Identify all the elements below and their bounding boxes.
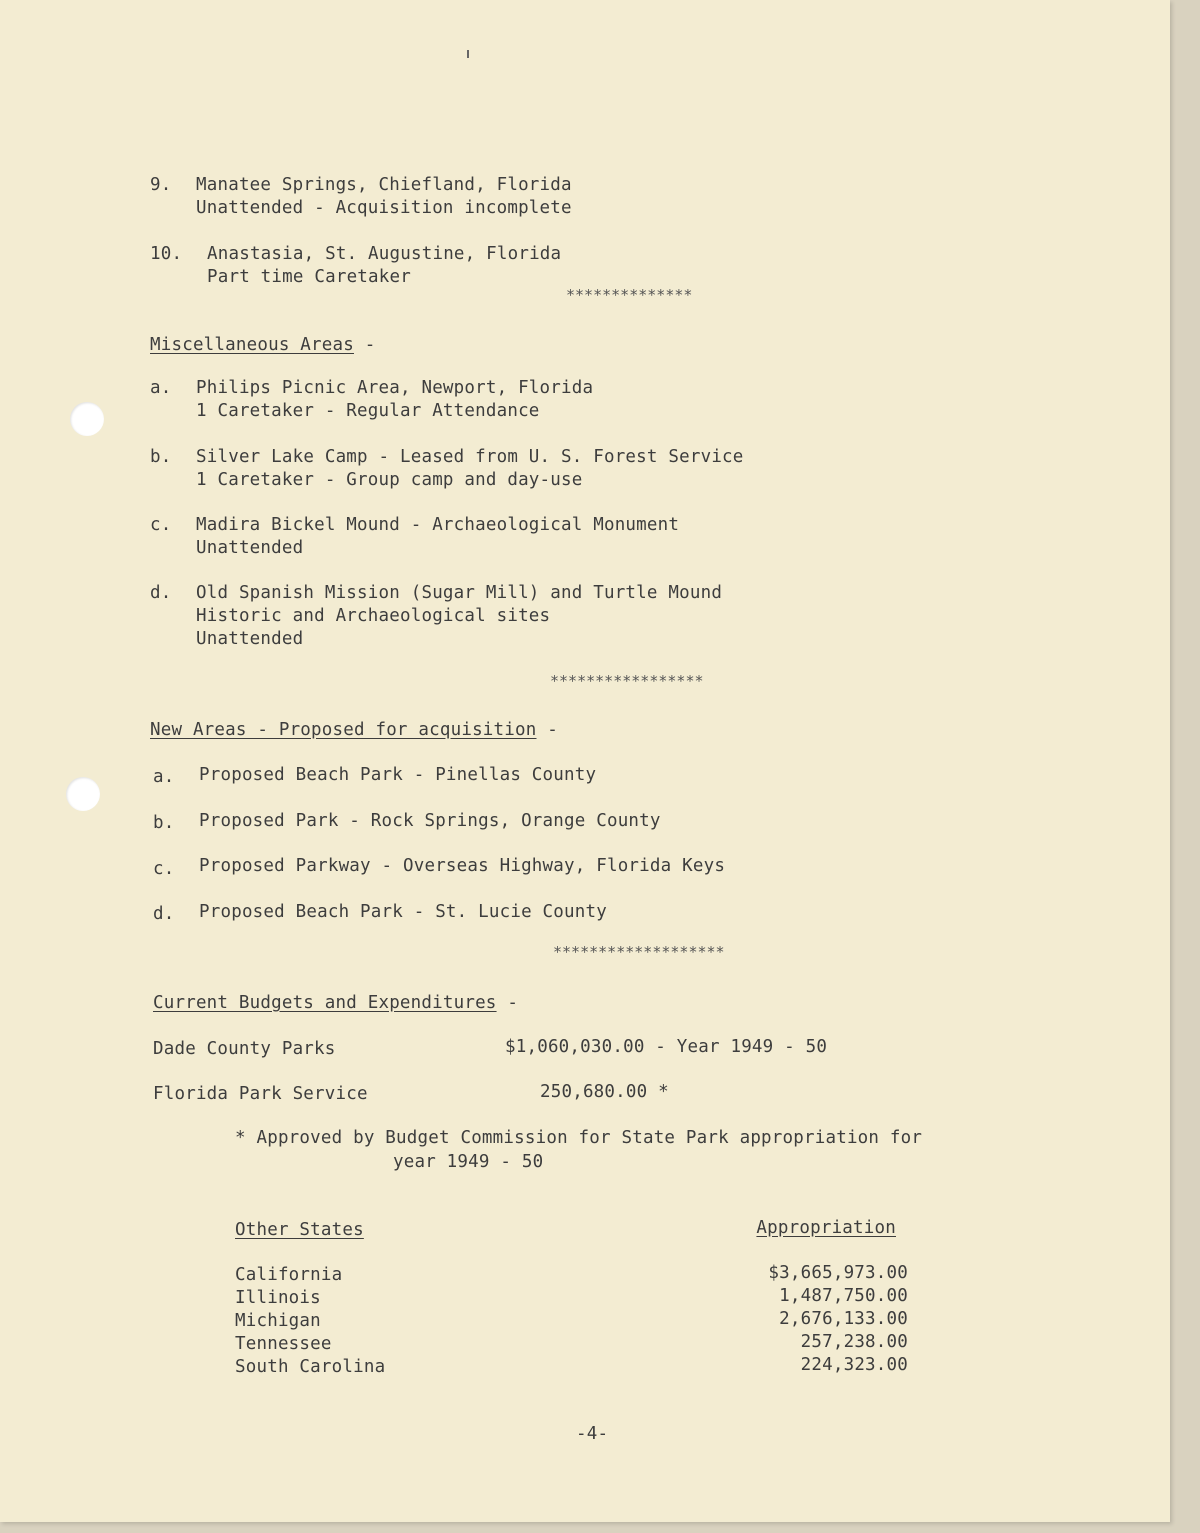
separator-stars: ***************** (550, 672, 704, 690)
state-name: Illinois (235, 1288, 321, 1308)
new-area-letter: a. (153, 767, 175, 787)
misc-item-line: Silver Lake Camp - Leased from U. S. Forest Service (196, 447, 744, 467)
new-area-letter: d. (153, 904, 175, 924)
budget-footnote: * Approved by Budget Commission for State Park appropriation for (235, 1128, 923, 1148)
state-appropriation: 257,238.00 (800, 1332, 908, 1352)
state-name: South Carolina (235, 1357, 386, 1377)
new-areas-heading: New Areas - Proposed for acquisition (150, 720, 537, 740)
misc-item-line: Unattended (196, 538, 304, 558)
park-item-line: Unattended - Acquisition incomplete (196, 198, 572, 218)
misc-item-line: Unattended (196, 629, 304, 649)
misc-item-line: Old Spanish Mission (Sugar Mill) and Turtle Mound (196, 583, 723, 603)
new-area-letter: c. (153, 859, 175, 879)
new-area-text: Proposed Park - Rock Springs, Orange County (199, 811, 661, 831)
budget-footnote: year 1949 - 50 (393, 1152, 544, 1172)
separator-stars: ************** (566, 286, 693, 304)
park-item-line: Part time Caretaker (207, 267, 411, 287)
budget-amount: 250,680.00 * (540, 1082, 669, 1102)
misc-item-letter: b. (150, 447, 172, 467)
budget-amount: $1,060,030.00 - Year 1949 - 50 (505, 1037, 828, 1057)
misc-item-line: Madira Bickel Mound - Archaeological Monument (196, 515, 680, 535)
misc-item-line: Philips Picnic Area, Newport, Florida (196, 378, 594, 398)
page-number: -4- (576, 1424, 609, 1444)
park-item-number: 9. (150, 175, 172, 195)
state-appropriation: $3,665,973.00 (768, 1263, 908, 1283)
misc-item-letter: a. (150, 378, 172, 398)
new-area-text: Proposed Beach Park - St. Lucie County (199, 902, 607, 922)
new-areas-heading-row (150, 719, 558, 742)
appropriation-header: Appropriation (756, 1218, 896, 1238)
misc-item-line: 1 Caretaker - Group camp and day-use (196, 470, 583, 490)
page-mark (467, 50, 469, 58)
misc-item-line: Historic and Archaeological sites (196, 606, 551, 626)
state-name: California (235, 1265, 343, 1285)
new-area-letter: b. (153, 813, 175, 833)
heading-dash: - (507, 993, 519, 1013)
misc-item-letter: d. (150, 583, 172, 603)
new-area-text: Proposed Parkway - Overseas Highway, Florida Keys (199, 856, 726, 876)
heading-dash: - (547, 720, 558, 740)
budget-name: Dade County Parks (153, 1039, 336, 1059)
heading-dash: - (364, 335, 376, 355)
punch-hole-lower (66, 777, 100, 811)
state-name: Tennessee (235, 1334, 332, 1354)
new-area-text: Proposed Beach Park - Pinellas County (199, 765, 597, 785)
state-appropriation: 224,323.00 (800, 1355, 908, 1375)
misc-item-letter: c. (150, 515, 172, 535)
other-states-header: Other States (235, 1220, 364, 1240)
park-item-line: Anastasia, St. Augustine, Florida (207, 244, 562, 264)
park-item-number: 10. (150, 244, 183, 264)
park-item-line: Manatee Springs, Chiefland, Florida (196, 175, 572, 195)
budgets-heading: Current Budgets and Expenditures (153, 993, 497, 1013)
budgets-heading-row (153, 992, 518, 1015)
misc-item-line: 1 Caretaker - Regular Attendance (196, 401, 540, 421)
misc-heading-row (150, 334, 375, 357)
separator-stars: ******************* (553, 943, 725, 961)
state-name: Michigan (235, 1311, 321, 1331)
state-appropriation: 1,487,750.00 (779, 1286, 908, 1306)
budget-name: Florida Park Service (153, 1084, 368, 1104)
misc-heading: Miscellaneous Areas (150, 335, 354, 355)
state-appropriation: 2,676,133.00 (779, 1309, 908, 1329)
punch-hole-upper (70, 402, 104, 436)
